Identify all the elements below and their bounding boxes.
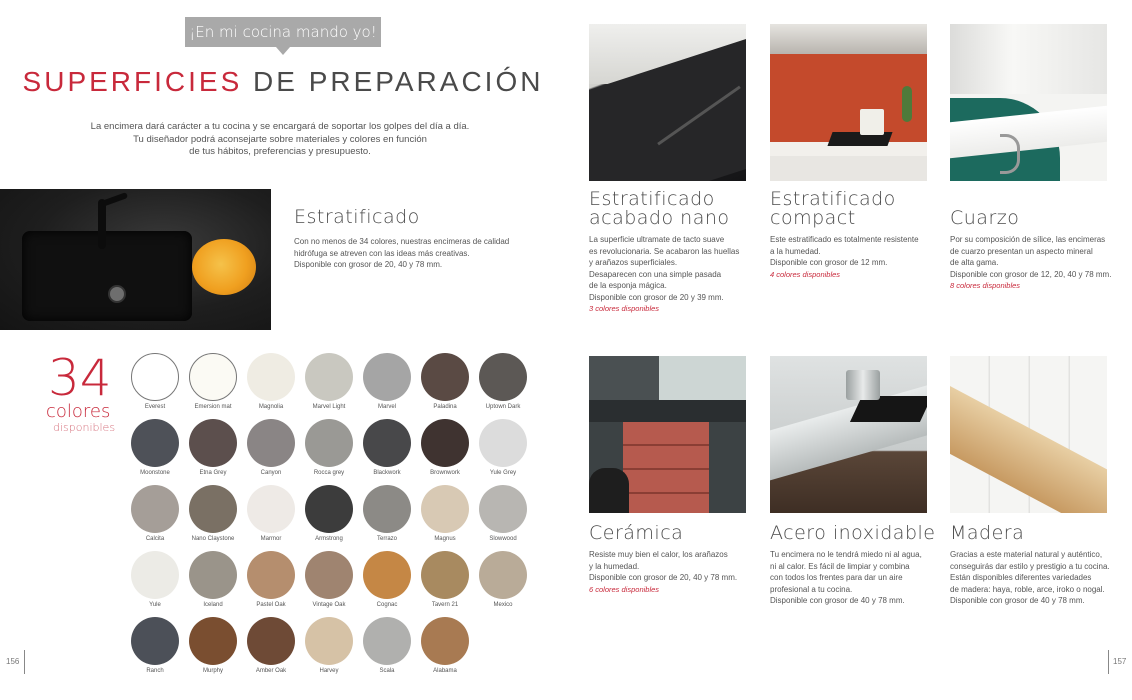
swatch-circle bbox=[305, 353, 353, 401]
swatch-label: Terrazo bbox=[376, 536, 397, 542]
color-swatch bbox=[130, 353, 180, 411]
color-swatch bbox=[246, 485, 296, 543]
body-line: Por su composición de sílice, las encimeras bbox=[950, 235, 1106, 244]
swatch-label: Vintage Oak bbox=[312, 602, 346, 608]
swatch-label: Moonstone bbox=[140, 470, 170, 476]
body-line: de alta gama. bbox=[950, 258, 999, 267]
ceramica-photo bbox=[589, 356, 746, 513]
swatch-circle bbox=[305, 551, 353, 599]
nano-photo bbox=[589, 24, 746, 181]
sink-photo bbox=[0, 189, 271, 330]
swatch-label: Murphy bbox=[202, 668, 223, 674]
color-swatch bbox=[188, 353, 238, 411]
swatch-label: Scala bbox=[379, 668, 395, 674]
color-swatch bbox=[362, 551, 412, 609]
body-line: y arañazos superficiales. bbox=[589, 258, 678, 267]
section-cuarzo bbox=[950, 209, 1125, 292]
swatch-label: Ranch bbox=[146, 668, 164, 674]
body-line: profesional a tu cocina. bbox=[770, 584, 853, 594]
swatch-circle bbox=[421, 485, 469, 533]
body-line: con todos los frentes para dar un aire bbox=[770, 573, 903, 582]
swatch-label: Magnus bbox=[434, 536, 456, 542]
body-line: Están disponibles diferentes variedades bbox=[950, 573, 1092, 582]
swatch-label: Marvel Light bbox=[312, 404, 346, 410]
color-swatch bbox=[362, 617, 412, 675]
color-swatch bbox=[478, 353, 528, 411]
sink-drain bbox=[108, 285, 126, 303]
section-title: Madera bbox=[950, 522, 1025, 544]
body-line: Disponible con grosor de 20, 40 y 78 mm. bbox=[589, 573, 738, 582]
title-line: Estratificado bbox=[589, 188, 715, 210]
body-line: de cuarzo presentan un aspecto mineral bbox=[950, 246, 1093, 256]
swatch-circle bbox=[189, 617, 237, 665]
body-line: ni al calor. Es fácil de limpiar y combina bbox=[770, 561, 910, 571]
color-swatch bbox=[130, 551, 180, 609]
swatch-label: Armstrong bbox=[315, 536, 343, 542]
swatch-circle bbox=[479, 551, 527, 599]
swatch-label: Slowwood bbox=[489, 536, 517, 542]
color-swatch bbox=[246, 551, 296, 609]
colors-count: 34 bbox=[48, 349, 112, 407]
title-line: Estratificado bbox=[770, 188, 896, 210]
colors-sub: disponibles bbox=[53, 421, 116, 434]
swatch-circle bbox=[479, 419, 527, 467]
color-swatch bbox=[188, 419, 238, 477]
title-line: compact bbox=[770, 207, 856, 229]
color-swatch bbox=[130, 617, 180, 675]
section-acero bbox=[770, 524, 940, 607]
swatch-circle bbox=[189, 485, 237, 533]
body-line: La superficie ultramate de tacto suave bbox=[589, 235, 725, 244]
swatch-label: Uptown Dark bbox=[485, 404, 521, 410]
swatch-label: Nano Claystone bbox=[191, 536, 235, 542]
swatch-label: Marmor bbox=[260, 536, 282, 542]
swatch-label: Blackwork bbox=[373, 470, 401, 476]
color-swatch bbox=[188, 617, 238, 675]
swatch-circle bbox=[247, 419, 295, 467]
swatch-circle bbox=[131, 617, 179, 665]
swatch-circle bbox=[131, 419, 179, 467]
title-accent: SUPERFICIES bbox=[22, 66, 243, 97]
section-nano bbox=[589, 190, 759, 315]
body-line: Con no menos de 34 colores, nuestras encimeras de calidad bbox=[294, 237, 510, 246]
body-line: Disponible con grosor de 12 mm. bbox=[770, 258, 888, 267]
section-compact bbox=[770, 190, 940, 280]
color-swatch bbox=[478, 419, 528, 477]
swatch-label: Yule bbox=[149, 602, 161, 608]
section-title: Estratificado bbox=[294, 206, 420, 228]
section-ceramica bbox=[589, 524, 759, 595]
section-title: Cerámica bbox=[589, 522, 684, 544]
color-swatch bbox=[304, 485, 354, 543]
body-line: Disponible con grosor de 40 y 78 mm. bbox=[770, 596, 905, 605]
swatch-circle bbox=[131, 485, 179, 533]
cuarzo-photo bbox=[950, 24, 1107, 181]
section-madera bbox=[950, 524, 1125, 607]
colors-available: 4 colores disponibles bbox=[770, 269, 841, 279]
body-line: es revolucionaria. Se acabaron las huellas bbox=[589, 246, 740, 256]
page-divider-right bbox=[1108, 650, 1109, 674]
swatch-circle bbox=[189, 419, 237, 467]
swatch-circle bbox=[363, 485, 411, 533]
swatch-label: Cognac bbox=[376, 602, 398, 608]
color-swatch bbox=[304, 551, 354, 609]
swatch-circle bbox=[131, 353, 179, 401]
tap-spout bbox=[98, 192, 128, 208]
color-swatch bbox=[304, 419, 354, 477]
section-title bbox=[589, 190, 759, 228]
color-swatch bbox=[188, 551, 238, 609]
section-body bbox=[950, 549, 1125, 607]
swatch-circle bbox=[189, 551, 237, 599]
color-swatch bbox=[304, 353, 354, 411]
swatch-circle bbox=[363, 353, 411, 401]
swatch-circle bbox=[305, 485, 353, 533]
color-swatch bbox=[130, 419, 180, 477]
swatch-label: Calcita bbox=[145, 536, 165, 542]
section-title: Acero inoxidable bbox=[770, 522, 936, 544]
intro-text bbox=[90, 121, 470, 159]
page-number-right: 157 bbox=[1113, 657, 1127, 666]
section-body bbox=[770, 234, 940, 280]
swatch-label: Amber Oak bbox=[255, 668, 287, 674]
body-line: Disponible con grosor de 40 y 78 mm. bbox=[950, 596, 1085, 605]
swatch-circle bbox=[247, 353, 295, 401]
body-line: Disponible con grosor de 20, 40 y 78 mm. bbox=[294, 260, 443, 269]
body-line: Disponible con grosor de 20 y 39 mm. bbox=[589, 292, 724, 302]
color-swatch bbox=[130, 485, 180, 543]
colors-word: colores bbox=[46, 401, 111, 422]
sink-basin bbox=[22, 231, 192, 321]
swatch-label: Brownwork bbox=[430, 470, 460, 476]
color-swatch bbox=[246, 419, 296, 477]
body-line: Tu encimera no le tendrá miedo ni al agua, bbox=[770, 550, 922, 559]
swatch-circle bbox=[479, 485, 527, 533]
color-swatch bbox=[420, 485, 470, 543]
swatch-circle bbox=[479, 353, 527, 401]
swatch-circle bbox=[421, 551, 469, 599]
color-swatch bbox=[362, 485, 412, 543]
swatch-label: Canyon bbox=[260, 470, 282, 476]
swatch-circle bbox=[421, 419, 469, 467]
color-swatch bbox=[420, 551, 470, 609]
color-swatch bbox=[420, 419, 470, 477]
color-swatch bbox=[362, 419, 412, 477]
swatch-label: Marvel bbox=[377, 404, 396, 410]
body-line: conseguirás dar estilo y prestigio a tu cocina. bbox=[950, 561, 1110, 571]
intro-line: de tus hábitos, preferencias y presupuesto. bbox=[189, 146, 371, 157]
page-divider-left bbox=[24, 650, 25, 674]
swatch-label: Pastel Oak bbox=[256, 602, 286, 608]
section-estratificado bbox=[294, 208, 534, 271]
section-body bbox=[589, 234, 759, 315]
body-line: Este estratificado es totalmente resistente bbox=[770, 235, 919, 244]
body-line: de la esponja mágica. bbox=[589, 281, 667, 290]
body-line: Desaparecen con una simple pasada bbox=[589, 269, 722, 279]
madera-photo bbox=[950, 356, 1107, 513]
section-title: Cuarzo bbox=[950, 207, 1020, 229]
swatch-circle bbox=[305, 617, 353, 665]
colors-available: 6 colores disponibles bbox=[589, 584, 660, 594]
body-line: hidrófuga se atreven con las ideas más creativas. bbox=[294, 248, 470, 258]
section-title bbox=[770, 190, 940, 228]
colors-available: 3 colores disponibles bbox=[589, 304, 660, 313]
title-line: acabado nano bbox=[589, 207, 730, 229]
intro-line: La encimera dará carácter a tu cocina y se encargará de soportar los golpes del día a día. bbox=[90, 121, 470, 132]
body-line: Gracias a este material natural y auténtico, bbox=[950, 550, 1103, 559]
color-swatch bbox=[246, 617, 296, 675]
section-body bbox=[770, 549, 940, 607]
compact-photo bbox=[770, 24, 927, 181]
body-line: a la humedad. bbox=[770, 246, 821, 256]
body-line: y la humedad. bbox=[589, 561, 640, 571]
body-line: de madera: haya, roble, arce, iroko o nogal. bbox=[950, 584, 1105, 594]
swatch-label: Everest bbox=[144, 404, 166, 410]
swatch-label: Rocca grey bbox=[313, 470, 345, 476]
swatch-circle bbox=[421, 353, 469, 401]
swatch-circle bbox=[363, 551, 411, 599]
swatch-circle bbox=[247, 485, 295, 533]
body-line: Resiste muy bien el calor, los arañazos bbox=[589, 550, 728, 559]
tagline-banner bbox=[185, 17, 381, 47]
color-swatch bbox=[246, 353, 296, 411]
color-swatch bbox=[420, 617, 470, 675]
tagline-text: ¡En mi cocina mando yo! bbox=[189, 23, 377, 41]
color-swatch bbox=[478, 551, 528, 609]
swatch-circle bbox=[305, 419, 353, 467]
swatch-circle bbox=[247, 617, 295, 665]
color-swatch bbox=[420, 353, 470, 411]
color-swatch bbox=[304, 617, 354, 675]
intro-line: Tu diseñador podrá aconsejarte sobre materiales y colores en función bbox=[133, 133, 427, 145]
swatch-label: Magnolia bbox=[258, 404, 284, 410]
swatch-circle bbox=[247, 551, 295, 599]
swatch-label: Harvey bbox=[319, 668, 339, 674]
page-title bbox=[0, 66, 566, 98]
color-swatch bbox=[478, 485, 528, 543]
colors-available: 8 colores disponibles bbox=[950, 281, 1021, 290]
swatch-circle bbox=[363, 419, 411, 467]
color-swatch bbox=[188, 485, 238, 543]
swatch-circle bbox=[131, 551, 179, 599]
swatch-label: Mexico bbox=[493, 602, 513, 608]
swatch-circle bbox=[421, 617, 469, 665]
swatch-circle bbox=[363, 617, 411, 665]
title-rest: DE PREPARACIÓN bbox=[242, 66, 544, 97]
swatch-label: Paladina bbox=[433, 404, 457, 410]
swatch-label: Etna Grey bbox=[199, 470, 227, 476]
swatch-label: Tavern 21 bbox=[431, 602, 459, 608]
orange-bowl bbox=[192, 239, 256, 295]
swatch-label: Yule Grey bbox=[489, 470, 517, 476]
acero-photo bbox=[770, 356, 927, 513]
section-body bbox=[294, 236, 534, 271]
swatch-label: Emersion mat bbox=[194, 404, 232, 410]
swatch-label: Alabama bbox=[433, 668, 457, 674]
page-number-left: 156 bbox=[6, 657, 20, 666]
body-line: Disponible con grosor de 12, 20, 40 y 78 mm. bbox=[950, 269, 1112, 279]
section-body bbox=[950, 234, 1125, 292]
color-swatch bbox=[362, 353, 412, 411]
section-body bbox=[589, 549, 759, 595]
swatch-label: Iceland bbox=[203, 602, 223, 608]
swatch-circle bbox=[189, 353, 237, 401]
